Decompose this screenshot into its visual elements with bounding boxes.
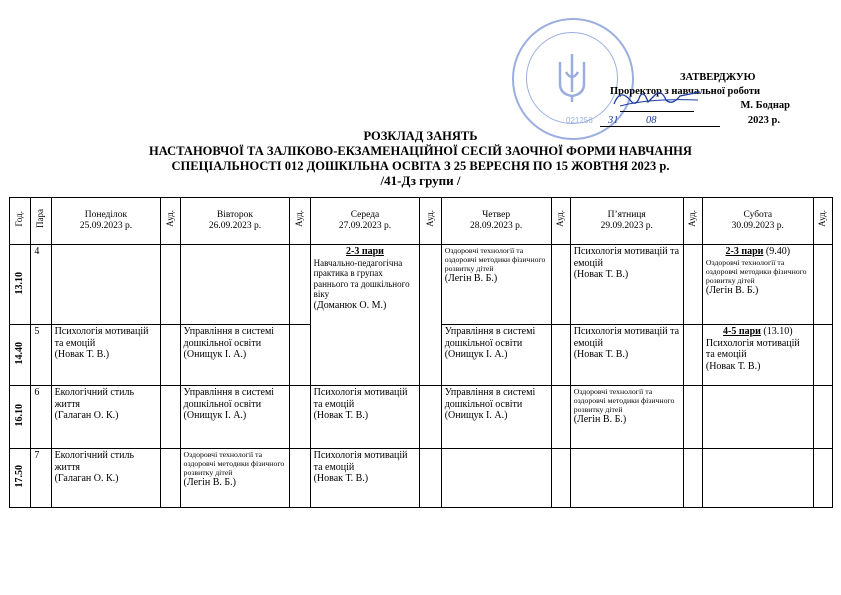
time-note: (13.10): [763, 326, 793, 337]
aud-cell: [420, 449, 441, 508]
teacher-text: (Онищук І. А.): [444, 410, 508, 421]
subject-text: Управління в системі дошкільної освіти: [183, 387, 275, 410]
schedule-cell: [441, 325, 551, 386]
pair-header: Пара: [31, 198, 51, 245]
aud-cell: [420, 245, 441, 386]
time-note: (9.40): [765, 246, 791, 257]
approval-year: 2023 р.: [747, 115, 780, 126]
schedule-cell: [310, 449, 420, 508]
teacher-text: (Доманюк О. М.): [313, 299, 387, 311]
aud-cell: [290, 386, 310, 449]
approval-title: ЗАТВЕРДЖУЮ: [680, 72, 756, 83]
schedule-cell: [51, 386, 161, 449]
teacher-text: (Новак Т. В.): [54, 349, 110, 360]
subject-text: Навчально-педагогічна практика в групах раннього та дошкільного віку: [313, 257, 410, 299]
subject-text: Управління в системі дошкільної освіти: [444, 387, 536, 410]
schedule-cell: [180, 245, 290, 325]
aud-cell: [551, 245, 570, 325]
aud-header: Ауд.: [551, 198, 570, 245]
aud-cell: [683, 325, 702, 386]
schedule-cell: [180, 325, 290, 386]
schedule-cell: [702, 245, 813, 325]
schedule-cell: [702, 449, 813, 508]
pair-cell: 7: [31, 449, 51, 508]
day-header: Вівторок 26.09.2023 р.: [180, 198, 290, 245]
approval-month: 08: [646, 115, 657, 126]
day-header: Субота 30.09.2023 р.: [702, 198, 813, 245]
schedule-cell: [702, 386, 813, 449]
teacher-text: (Новак Т. В.): [705, 360, 761, 372]
hour-cell: 13.10: [10, 245, 31, 325]
pair-cell: 6: [31, 386, 51, 449]
header-row: [10, 198, 833, 245]
teacher-text: (Галаган О. К.): [54, 473, 119, 484]
schedule-cell: [51, 449, 161, 508]
teacher-text: (Онищук І. А.): [183, 349, 247, 360]
aud-header: Ауд.: [683, 198, 702, 245]
pair-cell: 4: [31, 245, 51, 325]
aud-cell: [161, 245, 180, 325]
schedule-cell: [441, 449, 551, 508]
subject-text: Психологія мотивацій та емоцій: [313, 450, 408, 473]
approval-name: М. Боднар: [740, 100, 790, 111]
aud-cell: [683, 245, 702, 325]
hour-cell: 17.50: [10, 449, 31, 508]
schedule-cell: [570, 386, 683, 449]
aud-cell: [813, 449, 832, 508]
subject-text: Психологія мотивацій та емоцій: [573, 246, 680, 269]
subject-text: Оздоровчі технології та оздоровчі методики фізичного розвитку дітей: [444, 246, 546, 273]
day-header: П’ятниця 29.09.2023 р.: [570, 198, 683, 245]
aud-cell: [420, 386, 441, 449]
schedule-cell: [441, 386, 551, 449]
subject-text: Екологічний стиль життя: [54, 387, 135, 410]
subject-text: Психологія мотивацій та емоцій: [54, 326, 149, 349]
subject-text: Оздоровчі технології та оздоровчі методики фізичного розвитку дітей: [183, 450, 285, 477]
approval-day: 31: [608, 115, 619, 126]
subject-text: Психологія мотивацій та емоцій: [573, 326, 680, 349]
aud-cell: [290, 325, 310, 386]
aud-header: Ауд.: [161, 198, 180, 245]
aud-cell: [551, 325, 570, 386]
schedule-cell: [310, 386, 420, 449]
schedule-cell: [570, 449, 683, 508]
day-header: Понеділок 25.09.2023 р.: [51, 198, 161, 245]
hour-cell: 14.40: [10, 325, 31, 386]
pairs-note: 2-3 пари: [346, 246, 384, 257]
aud-cell: [683, 449, 702, 508]
teacher-text: (Легін В. Б.): [573, 414, 627, 425]
table-row: [10, 449, 833, 508]
teacher-text: (Онищук І. А.): [183, 410, 247, 421]
pairs-note: 2-3 пари: [725, 246, 764, 257]
hour-cell: 16.10: [10, 386, 31, 449]
title-line-2: НАСТАНОВЧОЇ ТА ЗАЛІКОВО-ЕКЗАМЕНАЦІЙНОЇ СЕСІЙ ЗАОЧНОЇ ФОРМИ НАВЧАННЯ: [149, 144, 692, 158]
teacher-text: (Легін В. Б.): [705, 284, 759, 296]
pairs-note: 4-5 пари: [723, 326, 761, 337]
aud-cell: [683, 386, 702, 449]
subject-text: Психологія мотивацій та емоцій: [313, 387, 408, 410]
subject-text: Управління в системі дошкільної освіти: [183, 326, 275, 349]
title-line-1: РОЗКЛАД ЗАНЯТЬ: [363, 129, 478, 143]
stamp-number: 021256: [566, 116, 593, 125]
subject-text: Екологічний стиль життя: [54, 450, 135, 473]
teacher-text: (Новак Т. В.): [573, 349, 629, 360]
schedule-cell: [51, 325, 161, 386]
title-line-4: /41-Дз групи /: [380, 173, 461, 188]
aud-header: Ауд.: [420, 198, 441, 245]
table-row: [10, 245, 833, 325]
aud-cell: [161, 449, 180, 508]
pair-cell: 5: [31, 325, 51, 386]
schedule-cell: [51, 245, 161, 325]
schedule-cell: [180, 386, 290, 449]
title-line-3: СПЕЦІАЛЬНОСТІ 012 ДОШКІЛЬНА ОСВІТА З 25 ВЕРЕСНЯ ПО 15 ЖОВТНЯ 2023 р.: [171, 159, 670, 173]
schedule-cell: [702, 325, 813, 386]
day-header: Середа 27.09.2023 р.: [310, 198, 420, 245]
schedule-cell: [180, 449, 290, 508]
aud-cell: [161, 325, 180, 386]
approval-role: Проректор з навчальної роботи: [610, 86, 761, 97]
hour-header: Год.: [10, 198, 31, 245]
schedule-cell: [310, 245, 420, 386]
aud-cell: [813, 245, 832, 325]
teacher-text: (Онищук І. А.): [444, 349, 508, 360]
schedule-cell: [570, 245, 683, 325]
teacher-text: (Легін В. Б.): [183, 477, 237, 488]
aud-cell: [813, 386, 832, 449]
aud-cell: [551, 449, 570, 508]
teacher-text: (Легін В. Б.): [444, 273, 498, 284]
teacher-text: (Новак Т. В.): [313, 473, 369, 484]
subject-text: Управління в системі дошкільної освіти: [444, 326, 536, 349]
trident-icon: [552, 52, 592, 104]
schedule-table: [9, 197, 833, 508]
schedule-cell: [441, 245, 551, 325]
subject-text: Оздоровчі технології та оздоровчі методики фізичного розвитку дітей: [705, 257, 807, 285]
aud-cell: [551, 386, 570, 449]
schedule-cell: [570, 325, 683, 386]
teacher-text: (Галаган О. К.): [54, 410, 119, 421]
aud-header: Ауд.: [290, 198, 310, 245]
teacher-text: (Новак Т. В.): [573, 269, 629, 280]
table-row: [10, 386, 833, 449]
aud-cell: [161, 386, 180, 449]
aud-header: Ауд.: [813, 198, 832, 245]
aud-cell: [813, 325, 832, 386]
signature: [610, 86, 705, 114]
subject-text: Оздоровчі технології та оздоровчі методики фізичного розвитку дітей: [573, 387, 675, 414]
aud-cell: [290, 449, 310, 508]
day-header: Четвер 28.09.2023 р.: [441, 198, 551, 245]
aud-cell: [290, 245, 310, 325]
teacher-text: (Новак Т. В.): [313, 410, 369, 421]
subject-text: Психологія мотивацій та емоцій: [705, 337, 800, 360]
